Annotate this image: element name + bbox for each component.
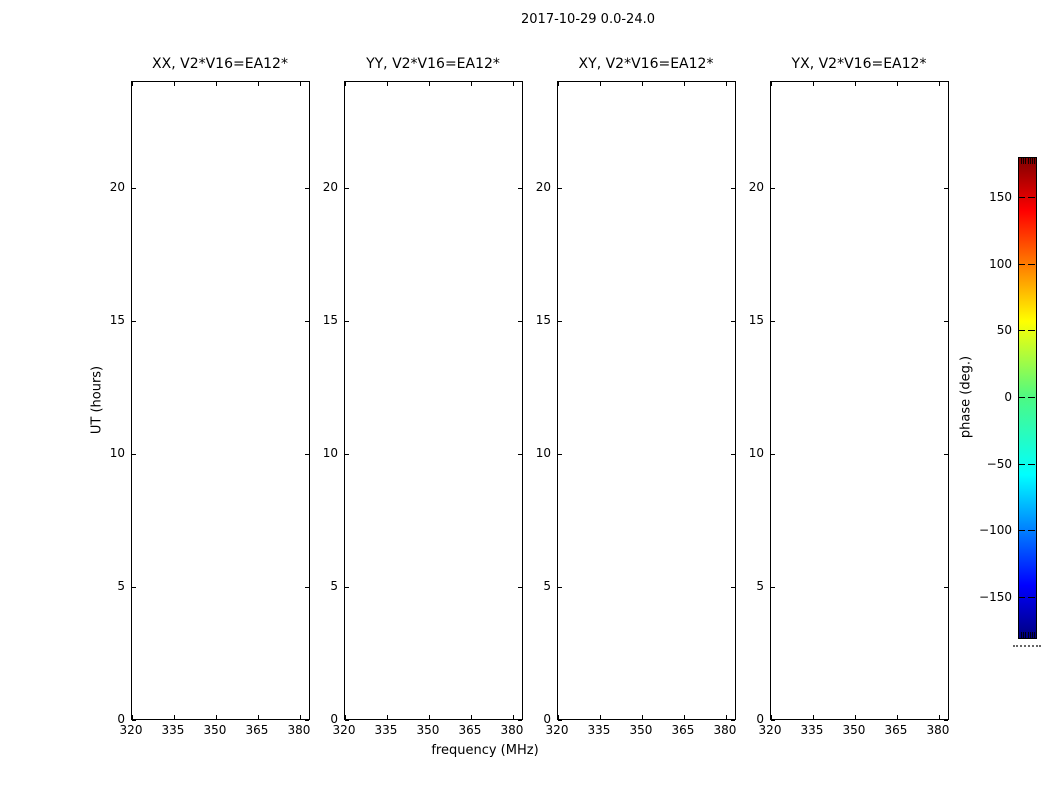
- y-tick-label: 20: [322, 180, 338, 195]
- x-tick-label: 335: [587, 723, 611, 737]
- x-tick-mark-top: [897, 82, 898, 86]
- y-tick-label: 15: [109, 313, 125, 328]
- x-tick-mark: [939, 715, 940, 719]
- y-tick-mark: [345, 587, 349, 588]
- x-tick-mark-top: [771, 82, 772, 86]
- colorbar-tick-mark: [1028, 597, 1035, 598]
- y-tick-mark-right: [944, 454, 948, 455]
- colorbar-tick-label: −100: [979, 523, 1012, 538]
- y-tick-mark: [558, 454, 562, 455]
- x-tick-label: 335: [800, 723, 824, 737]
- x-tick-label: 365: [671, 723, 695, 737]
- x-tick-mark-top: [813, 82, 814, 86]
- colorbar-tick-mark: [1018, 264, 1025, 265]
- colorbar-tick-mark: [1018, 397, 1025, 398]
- colorbar-top-comb-mark: [1032, 158, 1033, 164]
- y-tick-label: 0: [117, 712, 125, 726]
- y-tick-mark-right: [518, 587, 522, 588]
- x-tick-mark: [300, 715, 301, 719]
- y-tick-label: 15: [748, 313, 764, 328]
- x-tick-mark: [684, 715, 685, 719]
- colorbar-bottom-comb-mark: [1028, 632, 1029, 638]
- y-tick-mark-right: [305, 321, 309, 322]
- subplot-title: XY, V2*V16=EA12*: [578, 56, 714, 72]
- y-tick-mark: [771, 720, 775, 721]
- y-tick-mark-right: [518, 188, 522, 189]
- figure-title: 2017-10-29 0.0-24.0: [521, 12, 655, 27]
- subplot-title: XX, V2*V16=EA12*: [152, 56, 288, 72]
- x-tick-mark: [600, 715, 601, 719]
- colorbar-bottom-comb-mark: [1034, 632, 1035, 638]
- x-tick-mark: [174, 715, 175, 719]
- y-tick-mark-right: [944, 720, 948, 721]
- y-tick-mark-right: [731, 720, 735, 721]
- colorbar-tick-mark: [1028, 264, 1035, 265]
- colorbar-tick-mark: [1028, 330, 1035, 331]
- y-tick-label: 15: [535, 313, 551, 328]
- colorbar-bottom-comb-mark: [1021, 632, 1022, 638]
- colorbar-tick-mark: [1028, 530, 1035, 531]
- y-tick-mark: [345, 188, 349, 189]
- x-tick-mark-top: [387, 82, 388, 86]
- x-tick-mark-top: [684, 82, 685, 86]
- x-tick-label: 350: [629, 723, 653, 737]
- y-tick-mark: [345, 454, 349, 455]
- colorbar-tick-mark: [1018, 197, 1025, 198]
- y-tick-mark: [558, 321, 562, 322]
- colorbar-top-comb-mark: [1025, 158, 1026, 164]
- y-tick-label: 10: [322, 446, 338, 461]
- y-tick-label: 20: [535, 180, 551, 195]
- x-tick-mark: [345, 715, 346, 719]
- colorbar-bottom-comb-mark: [1023, 632, 1024, 638]
- subplot-panel: [131, 81, 310, 720]
- colorbar-top-comb-mark: [1034, 158, 1035, 164]
- x-tick-mark: [642, 715, 643, 719]
- x-tick-mark: [513, 715, 514, 719]
- colorbar-bottom-comb-mark: [1025, 632, 1026, 638]
- colorbar-tick-mark: [1018, 597, 1025, 598]
- y-tick-mark: [132, 454, 136, 455]
- x-tick-label: 380: [500, 723, 524, 737]
- subplot-panel: [557, 81, 736, 720]
- colorbar-tick-mark: [1028, 464, 1035, 465]
- colorbar-tick-label: 50: [996, 323, 1012, 338]
- x-tick-mark: [897, 715, 898, 719]
- x-tick-label: 380: [926, 723, 950, 737]
- y-tick-mark-right: [518, 321, 522, 322]
- y-tick-mark: [558, 188, 562, 189]
- x-tick-mark: [387, 715, 388, 719]
- y-tick-label: 5: [117, 579, 125, 594]
- colorbar-tick-label: −150: [979, 590, 1012, 604]
- x-tick-label: 380: [713, 723, 737, 737]
- colorbar-tick-label: 100: [989, 256, 1012, 271]
- colorbar-bottom-dotted-line: [1013, 645, 1041, 647]
- x-tick-mark-top: [939, 82, 940, 86]
- x-axis-label: frequency (MHz): [431, 743, 539, 758]
- y-tick-mark: [771, 321, 775, 322]
- y-tick-mark-right: [944, 188, 948, 189]
- x-tick-label: 335: [374, 723, 398, 737]
- y-tick-mark: [345, 321, 349, 322]
- colorbar-tick-mark: [1018, 464, 1025, 465]
- colorbar-tick-label: 0: [1004, 390, 1012, 404]
- y-tick-mark-right: [944, 321, 948, 322]
- x-tick-mark: [726, 715, 727, 719]
- x-tick-label: 320: [119, 723, 143, 737]
- colorbar-top-comb-mark: [1030, 158, 1031, 164]
- x-tick-label: 365: [458, 723, 482, 737]
- colorbar-tick-mark: [1018, 330, 1025, 331]
- subplot-title: YX, V2*V16=EA12*: [791, 56, 927, 72]
- x-tick-label: 365: [884, 723, 908, 737]
- y-tick-label: 20: [748, 180, 764, 195]
- x-tick-mark: [471, 715, 472, 719]
- x-tick-label: 320: [545, 723, 569, 737]
- x-tick-label: 350: [842, 723, 866, 737]
- x-tick-label: 320: [758, 723, 782, 737]
- y-tick-label: 20: [109, 180, 125, 195]
- y-tick-mark: [558, 720, 562, 721]
- y-tick-mark-right: [518, 720, 522, 721]
- y-tick-mark-right: [305, 720, 309, 721]
- x-tick-mark-top: [855, 82, 856, 86]
- x-tick-mark: [216, 715, 217, 719]
- y-tick-mark: [558, 587, 562, 588]
- x-tick-label: 380: [287, 723, 311, 737]
- y-tick-mark: [132, 720, 136, 721]
- x-tick-mark-top: [558, 82, 559, 86]
- x-tick-mark-top: [216, 82, 217, 86]
- colorbar-tick-label: −50: [986, 456, 1012, 471]
- x-tick-label: 350: [203, 723, 227, 737]
- y-tick-label: 10: [535, 446, 551, 461]
- colorbar-tick-mark: [1028, 397, 1035, 398]
- y-tick-mark: [132, 188, 136, 189]
- y-tick-mark-right: [305, 587, 309, 588]
- y-tick-mark-right: [944, 587, 948, 588]
- y-tick-label: 0: [330, 712, 338, 726]
- x-tick-mark-top: [513, 82, 514, 86]
- y-tick-mark-right: [305, 454, 309, 455]
- y-tick-label: 10: [109, 446, 125, 461]
- y-tick-mark-right: [518, 454, 522, 455]
- x-tick-mark: [813, 715, 814, 719]
- y-tick-mark: [771, 188, 775, 189]
- y-tick-mark-right: [305, 188, 309, 189]
- y-tick-mark: [132, 321, 136, 322]
- x-tick-mark-top: [258, 82, 259, 86]
- colorbar-gradient: [1018, 157, 1037, 639]
- subplot-panel: [344, 81, 523, 720]
- x-tick-mark-top: [429, 82, 430, 86]
- colorbar-top-comb-mark: [1021, 158, 1022, 164]
- x-tick-mark: [771, 715, 772, 719]
- x-tick-label: 320: [332, 723, 356, 737]
- x-tick-mark-top: [471, 82, 472, 86]
- subplot-title: YY, V2*V16=EA12*: [366, 56, 500, 72]
- y-tick-mark-right: [731, 454, 735, 455]
- x-tick-mark-top: [726, 82, 727, 86]
- x-tick-mark: [429, 715, 430, 719]
- colorbar-tick-label: 150: [989, 190, 1012, 204]
- colorbar-bottom-comb-mark: [1030, 632, 1031, 638]
- colorbar-top-comb-mark: [1028, 158, 1029, 164]
- x-tick-mark-top: [174, 82, 175, 86]
- x-tick-mark-top: [600, 82, 601, 86]
- y-tick-label: 0: [543, 712, 551, 726]
- y-tick-mark-right: [731, 587, 735, 588]
- y-tick-label: 5: [756, 579, 764, 594]
- y-tick-label: 0: [756, 712, 764, 726]
- x-tick-mark: [558, 715, 559, 719]
- y-tick-mark-right: [731, 321, 735, 322]
- x-tick-mark-top: [300, 82, 301, 86]
- y-tick-mark: [345, 720, 349, 721]
- colorbar-bottom-comb-mark: [1032, 632, 1033, 638]
- x-tick-mark-top: [345, 82, 346, 86]
- y-tick-mark-right: [731, 188, 735, 189]
- y-tick-label: 15: [322, 313, 338, 328]
- x-tick-label: 335: [161, 723, 185, 737]
- colorbar-tick-mark: [1028, 197, 1035, 198]
- y-axis-label: UT (hours): [89, 365, 105, 435]
- x-tick-mark-top: [642, 82, 643, 86]
- y-tick-mark: [132, 587, 136, 588]
- x-tick-mark: [258, 715, 259, 719]
- y-tick-label: 10: [748, 446, 764, 461]
- colorbar-top-comb-mark: [1023, 158, 1024, 164]
- x-tick-label: 350: [416, 723, 440, 737]
- colorbar-label: phase (deg.): [958, 355, 974, 439]
- y-tick-label: 5: [330, 579, 338, 594]
- colorbar-tick-mark: [1018, 530, 1025, 531]
- x-tick-mark: [132, 715, 133, 719]
- y-tick-label: 5: [543, 579, 551, 594]
- x-tick-mark-top: [132, 82, 133, 86]
- subplot-panel: [770, 81, 949, 720]
- x-tick-mark: [855, 715, 856, 719]
- x-tick-label: 365: [245, 723, 269, 737]
- y-tick-mark: [771, 587, 775, 588]
- y-tick-mark: [771, 454, 775, 455]
